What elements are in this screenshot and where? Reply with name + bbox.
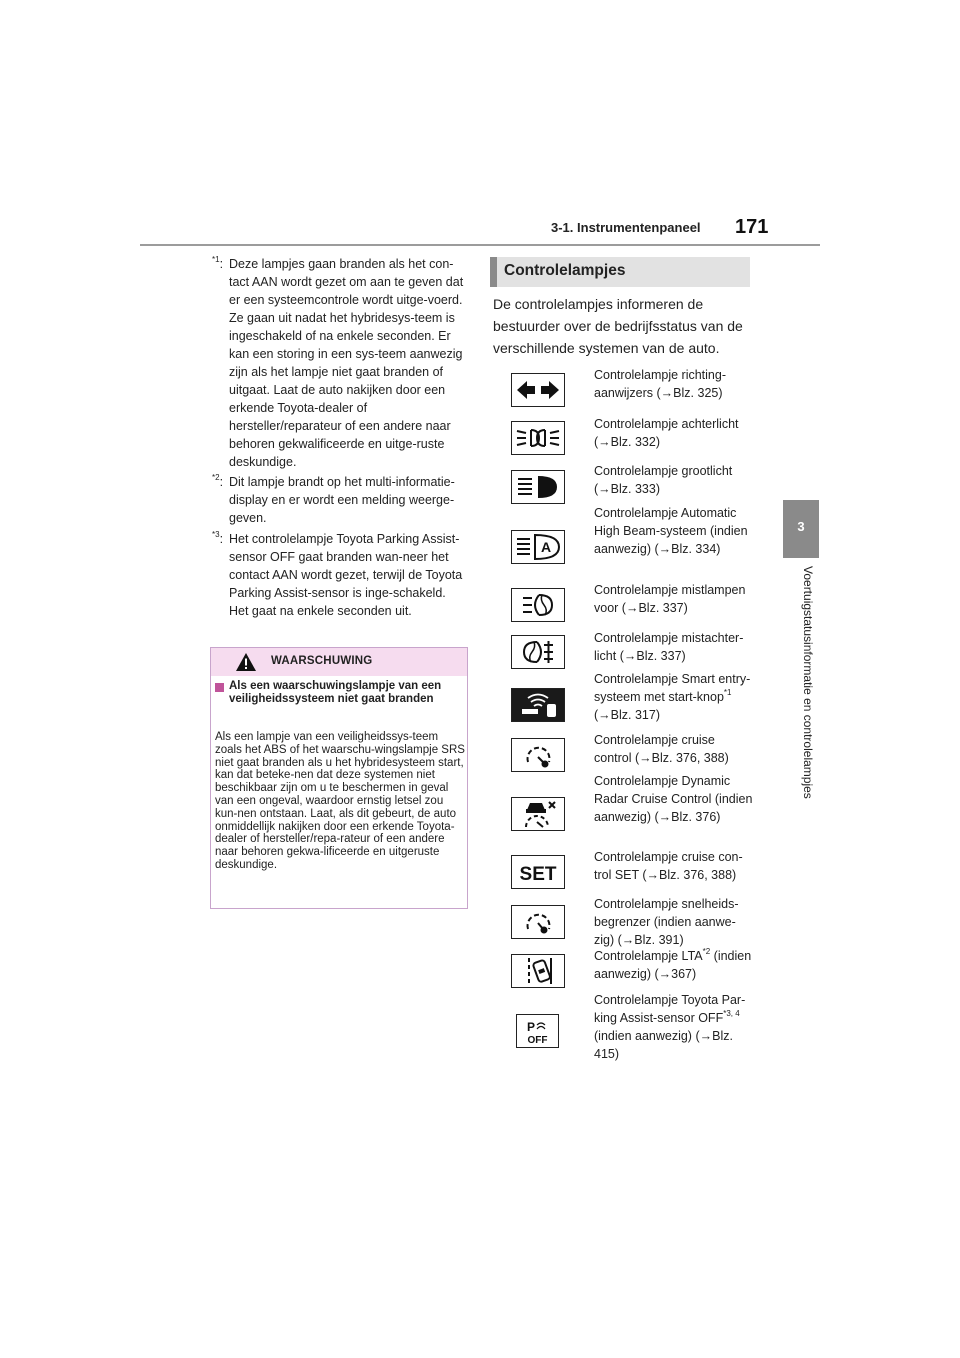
indicator-description: Controlelampje mistachter-licht (→Blz. 337) (594, 631, 744, 663)
footnote-text: Deze lampjes gaan branden als het con-tact AAN wordt gezet om aan te geven dat er een systeemcontrole wordt uitge-voerd. Ze gaan uit nadat het hybridesys-teem is ingeschakeld of na enkele seconden. Er kan een storing in een sys-teem aanwezig zijn als het lampje niet gaat branden of uitgaat. Laat de auto nakijken door een erkende Toyota-dealer of hersteller/reparateur of een andere naar behoren gekwalificeerde en uitge-ruste deskundige. (229, 257, 464, 469)
footnote-ref: *3, 4 (723, 1009, 740, 1018)
svg-text:SET: SET (519, 864, 557, 885)
footnote-mark: *3 (212, 530, 220, 539)
turn-signal-icon (511, 373, 565, 407)
indicator-description: Controlelampje richting-aanwijzers (→Blz. 325) (594, 368, 727, 400)
chapter-tab (783, 500, 819, 558)
dynamic-radar-cruise-icon (511, 797, 565, 831)
cruise-control-icon (511, 738, 565, 772)
cruise-set-icon (511, 855, 565, 889)
footnote-text: Het controlelampje Toyota Parking Assist-sensor OFF gaat branden wan-neer het contact AAN wordt gezet, terwijl de Toyota Parking Assist-sensor is inge-schakeld. Het gaat na enkele seconden uit. (229, 532, 463, 618)
warning-title: WAARSCHUWING (271, 655, 373, 667)
page-number: 171 (735, 216, 769, 238)
warning-bullet-icon (215, 683, 224, 692)
indicator-description: Controlelampje grootlicht (→Blz. 333) (594, 464, 733, 496)
lane-tracing-assist-icon (511, 954, 565, 988)
smart-entry-key-icon (511, 688, 565, 722)
indicator-description: Controlelampje Toyota Par-king Assist-sensor OFF$^{*3, 4}$ (indien aanwezig) (→Blz. 415) (594, 993, 746, 1061)
warning-triangle-icon (235, 652, 257, 672)
section-title: 3-1. Instrumentenpaneel (551, 220, 701, 235)
indicator-description: Controlelampje mistlampen voor (→Blz. 337) (594, 583, 746, 615)
indicator-description: Controlelampje LTA$^{*2}$ (indien aanwezig) (→367) (594, 947, 752, 981)
chapter-number: 3 (797, 519, 805, 534)
footnote-mark: *2 (212, 473, 220, 482)
rear-fog-light-icon (511, 635, 565, 669)
indicator-description: Controlelampje Smart entry-systeem met start-knop$^{*1}$ (→Blz. 317) (594, 672, 751, 722)
controls-heading-title: Controlelampjes (504, 262, 626, 279)
indicator-description: Controlelampje achterlicht (→Blz. 332) (594, 417, 739, 449)
indicator-description: Controlelampje cruise con-trol SET (→Blz. 376, 388) (594, 850, 743, 882)
footnote-mark: *1 (212, 255, 220, 264)
tail-light-icon (511, 421, 565, 455)
warning-subtitle: Als een waarschuwingslampje van een veiligheidssysteem niet gaat branden (229, 680, 442, 705)
controls-intro: De controlelampjes informeren de bestuurder over de bedrijfsstatus van de verschillende systemen van de auto. (493, 296, 743, 356)
speed-limiter-icon (511, 905, 565, 939)
indicator-description: Controlelampje cruise control (→Blz. 376, 388) (594, 733, 729, 765)
header-divider (140, 244, 820, 246)
svg-text:OFF: OFF (527, 1035, 548, 1046)
warning-body: Als een lampje van een veiligheidssys-teem zoals het ABS of het waarschu-wingslampje SRS niet gaat branden als u het hybridesysteem start, kan dat beteke-nen dat deze systemen niet beschikbaar zijn om u te beschermen in geval van een ongeval, waardoor ernstig letsel zou kun-nen ontstaan. Laat, als dit gebeurt, de auto onmiddellijk nakijken door een erkende Toyota-dealer of hersteller/repa-rateur of een andere naar behoren gekwa-lificeerde en uitgeruste deskundige. (215, 731, 465, 871)
high-beam-icon (511, 470, 565, 504)
svg-text:A: A (540, 539, 552, 555)
parking-assist-off-icon (516, 1014, 559, 1048)
controls-heading (490, 257, 750, 287)
warning-box (210, 647, 468, 909)
chapter-label: Voertuigstatusinformatie en controlelampjes (801, 566, 815, 799)
indicator-description: Controlelampje snelheids-begrenzer (indien aanwe-zig) (→Blz. 391) (594, 897, 739, 947)
footnote-ref: *2 (702, 947, 711, 956)
front-fog-light-icon (511, 588, 565, 622)
footnote-1: $^{*1}$: Deze lampjes gaan branden als het con-tact AAN wordt gezet om aan te geven dat er een systeemcontrole wordt uitge-voerd. Ze gaan uit nadat het hybridesys-teem is ingeschakeld of na enkele seconden. Er kan een storing in een sys-teem aanwezig zijn als het lampje niet gaat branden of uitgaat. Laat de auto nakijken door een erkende Toyota-dealer of hersteller/reparateur of een andere naar behoren gekwalificeerde en uitge-ruste deskundige. (212, 255, 464, 469)
footnote-2: $^{*2}$: Dit lampje brandt op het multi-informatie-display en er wordt een melding weerge-geven. (212, 473, 464, 527)
footnote-text: Dit lampje brandt op het multi-informatie-display en er wordt een melding weerge-geven. (229, 475, 455, 525)
indicator-description: Controlelampje Automatic High Beam-systeem (indien aanwezig) (→Blz. 334) (594, 506, 748, 556)
footnote-3: $^{*3}$: Het controlelampje Toyota Parking Assist-sensor OFF gaat branden wan-neer het contact AAN wordt gezet, terwijl de Toyota Parking Assist-sensor is inge-schakeld. Het gaat na enkele seconden uit. (212, 530, 463, 618)
svg-text:P: P (526, 1020, 536, 1034)
indicator-description: Controlelampje Dynamic Radar Cruise Control (indien aanwezig) (→Blz. 376) (594, 774, 753, 824)
warning-header (211, 648, 467, 676)
footnote-ref: *1 (723, 688, 732, 697)
heading-accent-bar (490, 257, 497, 287)
auto-high-beam-icon (511, 530, 565, 564)
